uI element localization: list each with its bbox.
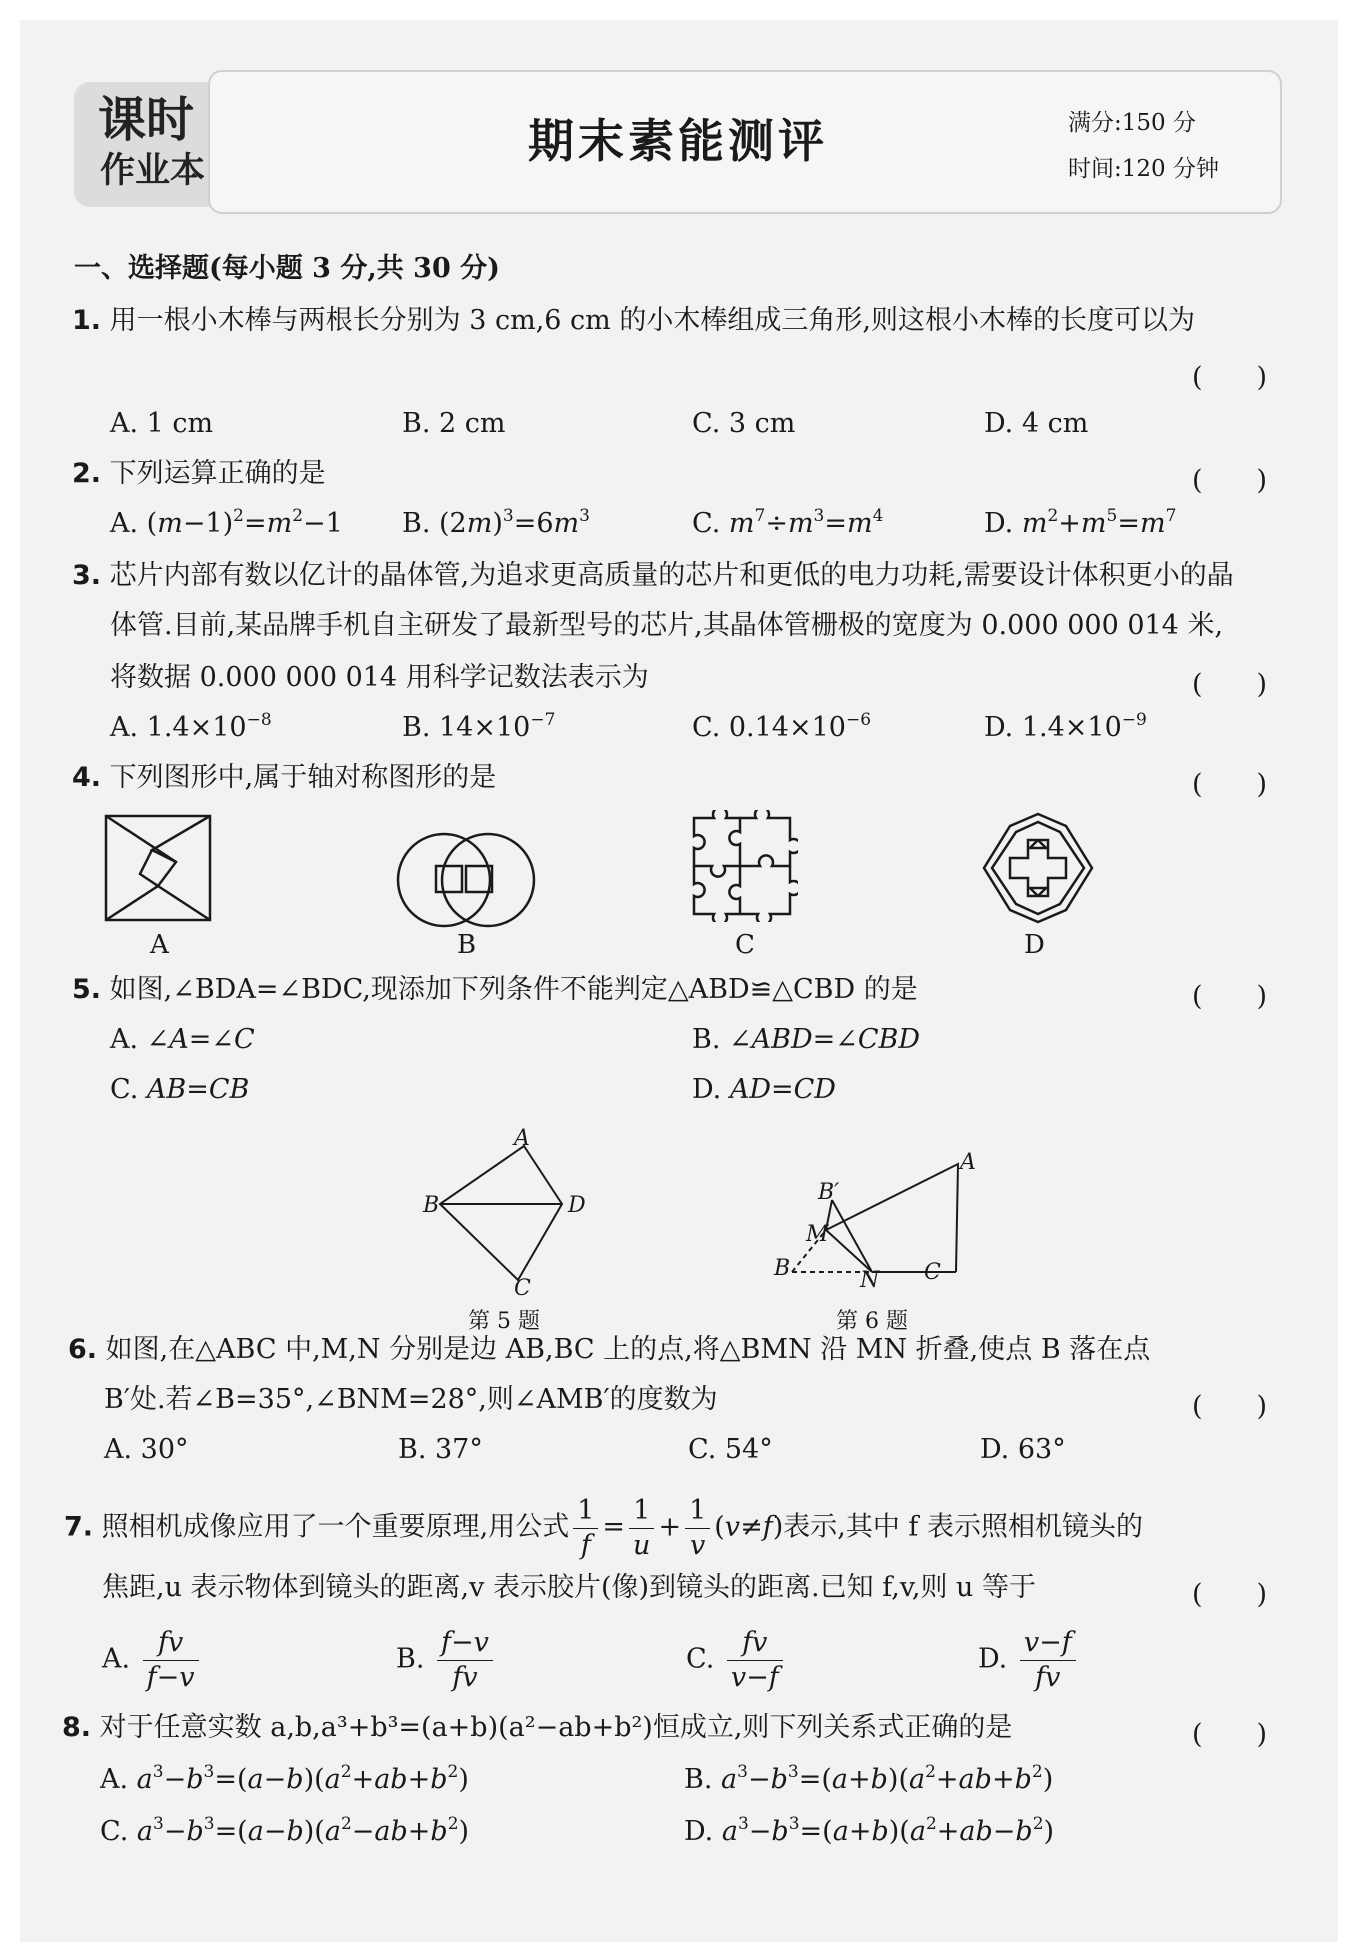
- option-d: D. $a^3-b^3=(a+b)(a^2+ab-b^2)$: [684, 1814, 1055, 1847]
- answer-bracket: ( ): [1192, 669, 1268, 700]
- option-c: C. 54°: [688, 1434, 773, 1465]
- question-stem: 如图,∠BDA=∠BDC,现添加下列条件不能判定△ABD≌△CBD 的是: [109, 974, 918, 1005]
- question-number: 8.: [62, 1712, 92, 1743]
- question-stem-line1: 芯片内部有数以亿计的晶体管,为追求更高质量的芯片和更低的电力功耗,需要设计体积更小的晶: [109, 560, 1234, 591]
- option-b: B. 2 cm: [402, 408, 506, 439]
- option-b: B. $(2m)^3=6m^3$: [402, 506, 590, 539]
- option-a: A. $a^3-b^3=(a-b)(a^2+ab+b^2)$: [100, 1762, 469, 1795]
- option-a: A. $\frac{fv}{f-v}$: [102, 1628, 203, 1692]
- figure-label-a: A: [150, 930, 169, 960]
- answer-bracket: ( ): [1192, 1719, 1268, 1750]
- answer-bracket: ( ): [1192, 362, 1268, 393]
- option-a: A. 30°: [104, 1434, 189, 1465]
- question-stem: 用一根小木棒与两根长分别为 3 cm,6 cm 的小木棒组成三角形,则这根小木棒的长度可以为: [109, 305, 1195, 336]
- answer-bracket: ( ): [1192, 769, 1268, 800]
- option-b: B. $14\times 10^{-7}$: [402, 710, 556, 743]
- fig6-caption: 第 6 题: [836, 1309, 908, 1334]
- answer-bracket: ( ): [1192, 981, 1268, 1012]
- figure-6-diagram: [780, 1150, 980, 1280]
- option-c: C. $\frac{fv}{v-f}$: [686, 1628, 787, 1692]
- question-7: 7. 照相机成像应用了一个重要原理,用公式 $\frac{1}{f}$ = $\frac{1}{u}$ + $\frac{1}{v}$ (v≠f)表示,其中 f 表示照相机镜头的: [64, 1495, 1143, 1561]
- option-c: C. 3 cm: [692, 408, 796, 439]
- option-d: D. $1.4\times 10^{-9}$: [984, 710, 1147, 743]
- page-title: 期末素能测评: [528, 114, 828, 168]
- question-stem-line2: 体管.目前,某品牌手机自主研发了最新型号的芯片,其晶体管栅极的宽度为 0.000 000 014 米,: [110, 610, 1224, 641]
- full-score: 满分:150 分: [1068, 110, 1196, 136]
- fig5-label-a: A: [514, 1126, 530, 1151]
- question-number: 5.: [72, 974, 102, 1005]
- fig5-label-c: C: [514, 1276, 531, 1301]
- fig6-label-b-prime: B′: [818, 1180, 840, 1205]
- question-8: [62, 1712, 1012, 1743]
- question-4: [72, 762, 496, 793]
- question-stem: 对于任意实数 a,b,a³+b³=(a+b)(a²−ab+b²)恒成立,则下列关系式正确的是: [99, 1712, 1013, 1743]
- question-number: 1.: [72, 305, 102, 336]
- figure-label-c: C: [735, 930, 755, 960]
- question-1: [72, 305, 1195, 336]
- answer-bracket: ( ): [1192, 1579, 1268, 1610]
- option-d: D. AD=CD: [692, 1074, 836, 1105]
- question-number: 6.: [68, 1334, 98, 1365]
- option-a: A. ∠A=∠C: [110, 1024, 255, 1055]
- option-a: A. $1.4\times 10^{-8}$: [110, 710, 272, 743]
- answer-bracket: ( ): [1192, 465, 1268, 496]
- fig6-label-a: A: [960, 1150, 976, 1175]
- fig6-label-b: B: [774, 1256, 791, 1281]
- question-3: [72, 560, 1234, 591]
- formula-fraction: $\frac{1}{u}$: [629, 1496, 654, 1560]
- question-number: 2.: [72, 458, 102, 489]
- option-b: B. ∠ABD=∠CBD: [692, 1024, 921, 1055]
- section-heading: 一、选择题(每小题 3 分,共 30 分): [74, 253, 500, 284]
- option-b: B. 37°: [398, 1434, 483, 1465]
- figure-d-cross-octagon: [982, 812, 1094, 924]
- answer-bracket: ( ): [1192, 1391, 1268, 1422]
- question-number: 3.: [72, 560, 102, 591]
- fig5-label-d: D: [568, 1193, 586, 1218]
- logo: [74, 82, 222, 207]
- option-d: D. 63°: [980, 1434, 1066, 1465]
- logo-line1: 课时: [98, 92, 195, 148]
- option-d: D. $\frac{v-f}{fv}$: [978, 1628, 1080, 1692]
- option-c: C. $a^3-b^3=(a-b)(a^2-ab+b^2)$: [100, 1814, 470, 1847]
- option-c: C. $m^7\div m^3=m^4$: [692, 506, 884, 539]
- logo-line2: 作业本: [100, 151, 206, 191]
- question-stem-pre: 照相机成像应用了一个重要原理,用公式: [101, 1511, 570, 1543]
- fig5-caption: 第 5 题: [468, 1309, 540, 1334]
- question-5: [72, 974, 918, 1005]
- figure-5-diagram: [420, 1128, 590, 1298]
- time-limit: 时间:120 分钟: [1068, 156, 1219, 182]
- option-a: A. 1 cm: [110, 408, 214, 439]
- fig6-label-m: M: [806, 1222, 829, 1247]
- question-stem-post: 表示,其中 f 表示照相机镜头的: [783, 1511, 1143, 1543]
- figure-c-puzzle: [688, 810, 798, 922]
- option-d: D. 4 cm: [984, 408, 1089, 439]
- option-b: B. $\frac{f-v}{fv}$: [396, 1628, 497, 1692]
- question-stem-line3: 将数据 0.000 000 014 用科学记数法表示为: [110, 662, 649, 693]
- question-2: [72, 458, 326, 489]
- formula-fraction: $\frac{1}{v}$: [685, 1496, 710, 1560]
- option-a: A. $(m-1)^2=m^2-1$: [110, 506, 343, 539]
- figure-label-d: D: [1024, 930, 1045, 960]
- question-stem: 下列图形中,属于轴对称图形的是: [109, 762, 497, 793]
- fig5-label-b: B: [423, 1193, 440, 1218]
- option-b: B. $a^3-b^3=(a+b)(a^2+ab+b^2)$: [684, 1762, 1054, 1795]
- fig6-label-n: N: [860, 1268, 880, 1293]
- figure-a-pinwheel-square: [104, 814, 214, 924]
- option-c: C. AB=CB: [110, 1074, 250, 1105]
- question-number: 7.: [64, 1511, 94, 1543]
- question-stem: 下列运算正确的是: [109, 458, 326, 489]
- question-stem-line2: 焦距,u 表示物体到镜头的距离,v 表示胶片(像)到镜头的距离.已知 f,v,则 u 等于: [102, 1572, 1037, 1603]
- figure-label-b: B: [457, 930, 477, 960]
- option-d: D. $m^2+m^5=m^7$: [984, 506, 1177, 539]
- figure-b-coins: [396, 830, 536, 930]
- question-6: [68, 1334, 1150, 1365]
- option-c: C. $0.14\times 10^{-6}$: [692, 710, 872, 743]
- question-stem-line1: 如图,在△ABC 中,M,N 分别是边 AB,BC 上的点,将△BMN 沿 MN 折叠,使点 B 落在点: [105, 1334, 1151, 1365]
- formula-fraction: $\frac{1}{f}$: [573, 1496, 598, 1560]
- question-stem-line2: B′处.若∠B=35°,∠BNM=28°,则∠AMB′的度数为: [104, 1384, 718, 1415]
- fig6-label-c: C: [924, 1260, 941, 1285]
- question-number: 4.: [72, 762, 102, 793]
